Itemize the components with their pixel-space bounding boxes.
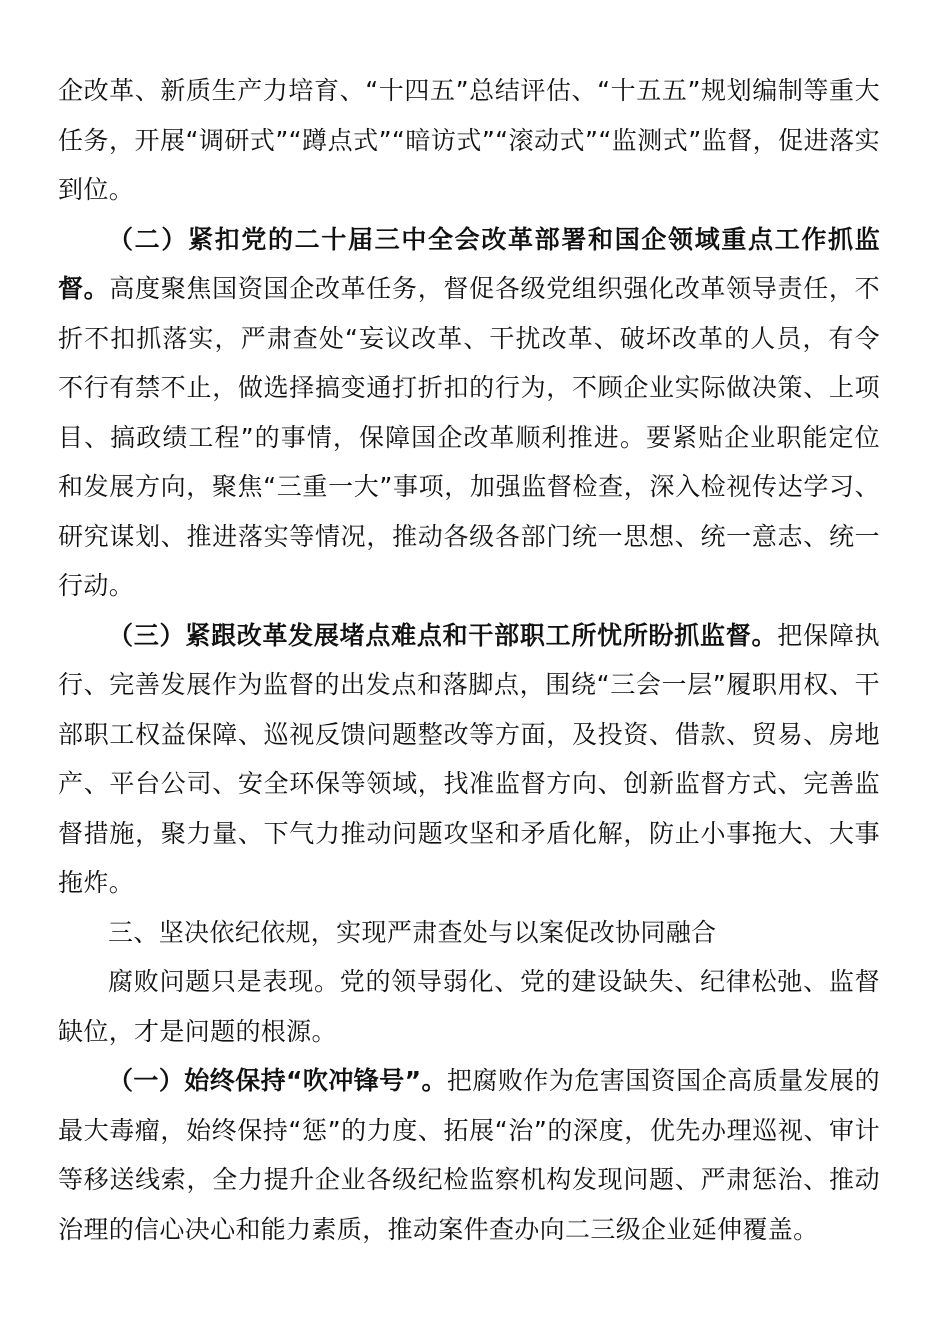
paragraph-text: 企改革、新质生产力培育、“十四五”总结评估、“十五五”规划编制等重大任务，开展“调研式”“蹲点式”“暗访式”“滚动式”“监测式”监督，促进落实到位。 [58,76,880,204]
section-heading: （一）始终保持“吹冲锋号”。 [108,1066,447,1095]
chapter-heading [58,908,880,958]
chapter-heading-text: 三、坚决依纪依规，实现严肃查处与以案促改协同融合 [108,917,717,947]
paragraph-text: 把保障执行、完善发展作为监督的出发点和落脚点，围绕“三会一层”履职用权、干部职工权益保障、巡视反馈问题整改等方面，及投资、借款、贸易、房地产、平台公司、安全环保等领域，找准监督方向、创新监督方式、完善监督措施，聚力量、下气力推动问题攻坚和矛盾化解，防止小事拖大、大事拖炸。 [58,620,880,897]
paragraph-section-2 [58,215,880,611]
paragraph-continuation [58,66,880,215]
paragraph-text: 高度聚焦国资国企改革任务，督促各级党组织强化改革领导责任，不折不扣抓落实，严肃查处“妄议改革、干扰改革、破坏改革的人员，有令不行有禁不止，做选择搞变通打折扣的行为，不顾企业实际做决策、上项目、搞政绩工程”的事情，保障国企改革顺利推进。要紧贴企业职能定位和发展方向，聚焦“三重一大”事项，加强监督检查，深入检视传达学习、研究谋划、推进落实等情况，推动各级各部门统一思想、统一意志、统一行动。 [58,274,880,600]
paragraph-text: 把腐败作为危害国资国企高质量发展的最大毒瘤，始终保持“惩”的力度、拓展“治”的深度，优先办理巡视、审计等移送线索，全力提升企业各级纪检监察机构发现问题、严肃惩治、推动治理的信心决心和能力素质，推动案件查办向二三级企业延伸覆盖。 [58,1066,880,1244]
paragraph-section-3 [58,611,880,908]
section-heading: （二）紧扣党的二十届三中全会改革部署和国企领域重点工作抓监督。 [58,224,880,303]
paragraph-text: 腐败问题只是表现。党的领导弱化、党的建设缺失、纪律松弛、监督缺位，才是问题的根源。 [58,967,880,1046]
paragraph-intro [58,957,880,1056]
paragraph-subsection-1 [58,1056,880,1254]
section-heading: （三）紧跟改革发展堵点难点和干部职工所忧所盼抓监督。 [108,620,778,650]
